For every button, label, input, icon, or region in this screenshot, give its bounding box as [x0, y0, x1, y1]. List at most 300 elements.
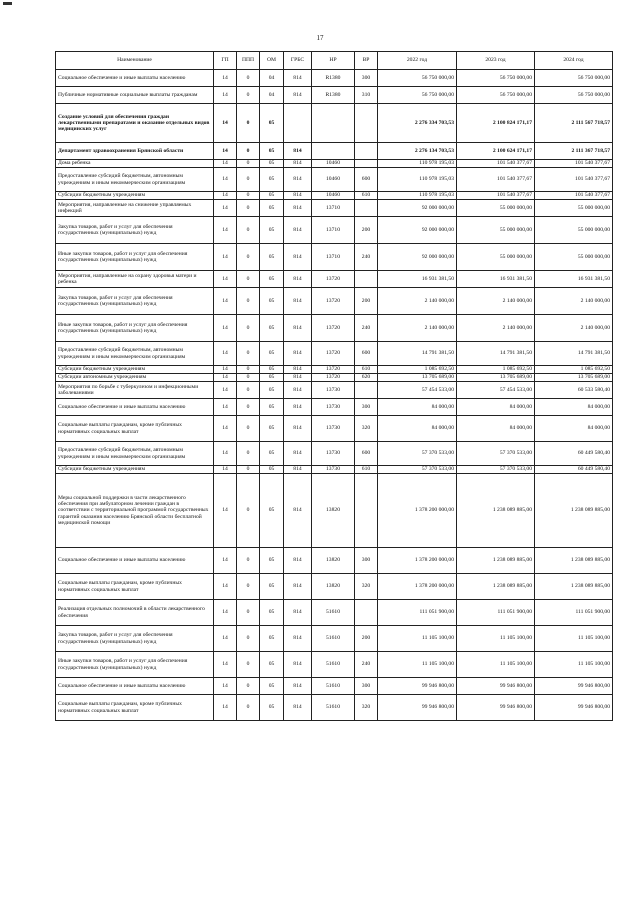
cell-2024: 60 449 580,40	[535, 466, 613, 474]
cell-grbs: 814	[284, 168, 312, 192]
cell-ppp: 0	[237, 70, 260, 87]
cell-2024: 11 105 100,00	[535, 652, 613, 678]
cell-vr: 300	[355, 678, 378, 695]
table-row	[56, 399, 613, 416]
cell-ppp: 0	[237, 548, 260, 574]
cell-nr: 13720	[312, 342, 355, 366]
cell-grbs: 814	[284, 548, 312, 574]
cell-name: Мероприятия, направленные на снижение управляемых инфекций	[56, 200, 214, 217]
cell-grbs: 814	[284, 442, 312, 466]
cell-gp: 14	[214, 315, 237, 342]
cell-2024: 13 705 689,00	[535, 374, 613, 382]
cell-2024: 56 750 000,00	[535, 70, 613, 87]
cell-ppp: 0	[237, 244, 260, 271]
header-2024: 2024 год	[535, 52, 613, 70]
cell-2023: 11 105 100,00	[457, 626, 535, 652]
cell-2022: 57 370 533,00	[378, 442, 457, 466]
cell-nr: 51610	[312, 652, 355, 678]
cell-2023: 1 238 089 885,00	[457, 548, 535, 574]
cell-2024: 2 111 567 718,57	[535, 104, 613, 143]
cell-2022: 14 791 381,50	[378, 342, 457, 366]
cell-name: Иные закупки товаров, работ и услуг для обеспечения государственных (муниципальных) нужд	[56, 244, 214, 271]
cell-nr: 13820	[312, 474, 355, 548]
cell-om: 05	[260, 192, 284, 200]
cell-gp: 14	[214, 474, 237, 548]
cell-name: Публичные нормативные социальные выплаты гражданам	[56, 87, 214, 104]
cell-gp: 14	[214, 466, 237, 474]
cell-nr	[312, 104, 355, 143]
cell-grbs: 814	[284, 399, 312, 416]
cell-gp: 14	[214, 217, 237, 244]
cell-name: Предоставление субсидий бюджетным, автономным учреждениям и иным некоммерческим организациям	[56, 342, 214, 366]
cell-ppp: 0	[237, 271, 260, 288]
cell-2022: 84 000,00	[378, 399, 457, 416]
cell-gp: 14	[214, 366, 237, 374]
cell-vr: 610	[355, 192, 378, 200]
cell-om: 05	[260, 466, 284, 474]
cell-gp: 14	[214, 399, 237, 416]
cell-nr: 13730	[312, 442, 355, 466]
scan-mark	[3, 2, 12, 5]
cell-2023: 101 540 377,67	[457, 160, 535, 168]
cell-ppp: 0	[237, 200, 260, 217]
cell-gp: 14	[214, 271, 237, 288]
cell-2022: 56 750 000,00	[378, 87, 457, 104]
cell-nr: 13720	[312, 366, 355, 374]
cell-grbs: 814	[284, 342, 312, 366]
cell-gp: 14	[214, 192, 237, 200]
cell-vr	[355, 271, 378, 288]
table-row	[56, 192, 613, 200]
cell-2023: 55 000 000,00	[457, 244, 535, 271]
cell-grbs: 814	[284, 678, 312, 695]
cell-vr: 600	[355, 168, 378, 192]
cell-2023: 13 705 689,00	[457, 374, 535, 382]
cell-2022: 56 750 000,00	[378, 70, 457, 87]
cell-om: 05	[260, 244, 284, 271]
cell-ppp: 0	[237, 288, 260, 315]
cell-ppp: 0	[237, 143, 260, 160]
cell-gp: 14	[214, 168, 237, 192]
cell-om: 05	[260, 342, 284, 366]
cell-om: 05	[260, 652, 284, 678]
cell-2023: 99 946 800,00	[457, 695, 535, 721]
cell-2022: 92 000 000,00	[378, 244, 457, 271]
cell-name: Закупка товаров, работ и услуг для обеспечения государственных (муниципальных) нужд	[56, 288, 214, 315]
cell-grbs: 814	[284, 217, 312, 244]
cell-gp: 14	[214, 626, 237, 652]
cell-gp: 14	[214, 160, 237, 168]
table-body	[56, 70, 613, 721]
cell-grbs: 814	[284, 315, 312, 342]
cell-nr: 13730	[312, 399, 355, 416]
cell-2023: 2 140 000,00	[457, 288, 535, 315]
cell-grbs: 814	[284, 382, 312, 399]
cell-2023: 1 238 089 885,00	[457, 474, 535, 548]
cell-vr	[355, 474, 378, 548]
cell-ppp: 0	[237, 192, 260, 200]
cell-vr: 320	[355, 416, 378, 442]
cell-2024: 2 140 000,00	[535, 288, 613, 315]
cell-name: Социальные выплаты гражданам, кроме публичных нормативных социальных выплат	[56, 695, 214, 721]
cell-vr: 300	[355, 399, 378, 416]
table-row	[56, 652, 613, 678]
cell-grbs: 814	[284, 366, 312, 374]
cell-gp: 14	[214, 374, 237, 382]
cell-2022: 84 000,00	[378, 416, 457, 442]
cell-ppp: 0	[237, 652, 260, 678]
table-row	[56, 87, 613, 104]
cell-grbs: 814	[284, 143, 312, 160]
cell-vr: 620	[355, 374, 378, 382]
cell-nr: 13730	[312, 382, 355, 399]
cell-nr: 13730	[312, 416, 355, 442]
cell-ppp: 0	[237, 574, 260, 600]
cell-name: Закупка товаров, работ и услуг для обеспечения государственных (муниципальных) нужд	[56, 217, 214, 244]
cell-ppp: 0	[237, 315, 260, 342]
cell-vr: 320	[355, 695, 378, 721]
page-number: 17	[316, 34, 324, 42]
cell-om: 05	[260, 695, 284, 721]
cell-2024: 101 540 377,67	[535, 192, 613, 200]
cell-om: 05	[260, 143, 284, 160]
cell-2023: 99 946 800,00	[457, 678, 535, 695]
cell-ppp: 0	[237, 366, 260, 374]
cell-2022: 57 454 533,00	[378, 382, 457, 399]
cell-ppp: 0	[237, 87, 260, 104]
cell-nr: 13710	[312, 244, 355, 271]
cell-2023: 2 100 824 171,17	[457, 104, 535, 143]
cell-2022: 99 946 800,00	[378, 678, 457, 695]
cell-2023: 56 750 000,00	[457, 87, 535, 104]
cell-om: 05	[260, 200, 284, 217]
cell-vr: 200	[355, 217, 378, 244]
cell-gp: 14	[214, 288, 237, 315]
cell-grbs: 814	[284, 416, 312, 442]
cell-grbs: 814	[284, 87, 312, 104]
table-row	[56, 416, 613, 442]
cell-2023: 56 750 000,00	[457, 70, 535, 87]
cell-vr	[355, 143, 378, 160]
cell-om: 05	[260, 168, 284, 192]
cell-vr: 600	[355, 442, 378, 466]
table-row	[56, 217, 613, 244]
cell-2022: 1 378 200 000,00	[378, 574, 457, 600]
cell-vr: 310	[355, 87, 378, 104]
cell-2022: 92 000 000,00	[378, 217, 457, 244]
cell-2024: 55 000 000,00	[535, 217, 613, 244]
cell-2023: 1 085 692,50	[457, 366, 535, 374]
cell-nr: 13820	[312, 574, 355, 600]
cell-nr: 51610	[312, 695, 355, 721]
cell-om: 05	[260, 600, 284, 626]
cell-name: Социальные выплаты гражданам, кроме публичных нормативных социальных выплат	[56, 416, 214, 442]
cell-grbs: 814	[284, 288, 312, 315]
cell-gp: 14	[214, 416, 237, 442]
cell-ppp: 0	[237, 168, 260, 192]
cell-vr: 610	[355, 366, 378, 374]
cell-gp: 14	[214, 574, 237, 600]
cell-grbs: 814	[284, 271, 312, 288]
cell-2022: 110 978 195,03	[378, 160, 457, 168]
table-row	[56, 678, 613, 695]
cell-gp: 14	[214, 342, 237, 366]
cell-ppp: 0	[237, 442, 260, 466]
cell-grbs: 814	[284, 626, 312, 652]
cell-2022: 11 105 100,00	[378, 626, 457, 652]
cell-2022: 1 085 692,50	[378, 366, 457, 374]
cell-vr: 600	[355, 342, 378, 366]
cell-name: Социальное обеспечение и иные выплаты населению	[56, 399, 214, 416]
table-row	[56, 600, 613, 626]
cell-nr: 10460	[312, 192, 355, 200]
table-header-row	[56, 52, 613, 70]
cell-gp: 14	[214, 548, 237, 574]
cell-2022: 16 931 381,50	[378, 271, 457, 288]
cell-gp: 14	[214, 442, 237, 466]
cell-name: Субсидии автономным учреждениям	[56, 374, 214, 382]
cell-vr: 300	[355, 548, 378, 574]
header-grbs: ГРБС	[284, 52, 312, 70]
cell-grbs: 814	[284, 466, 312, 474]
cell-2022: 2 140 000,00	[378, 315, 457, 342]
cell-name: Департамент здравоохранения Брянской области	[56, 143, 214, 160]
cell-om: 04	[260, 70, 284, 87]
cell-2024: 16 931 381,50	[535, 271, 613, 288]
cell-grbs: 814	[284, 652, 312, 678]
cell-ppp: 0	[237, 678, 260, 695]
header-nr: НР	[312, 52, 355, 70]
cell-2023: 16 931 381,50	[457, 271, 535, 288]
cell-2022: 111 051 900,00	[378, 600, 457, 626]
cell-2024: 14 791 381,50	[535, 342, 613, 366]
cell-2024: 55 000 000,00	[535, 244, 613, 271]
cell-gp: 14	[214, 200, 237, 217]
cell-vr: 240	[355, 652, 378, 678]
header-om: ОМ	[260, 52, 284, 70]
cell-name: Субсидии бюджетным учреждениям	[56, 466, 214, 474]
table-row	[56, 342, 613, 366]
budget-table	[55, 51, 613, 721]
cell-2023: 55 000 000,00	[457, 200, 535, 217]
cell-2024: 11 105 100,00	[535, 626, 613, 652]
cell-grbs: 814	[284, 160, 312, 168]
table-row	[56, 104, 613, 143]
cell-ppp: 0	[237, 374, 260, 382]
cell-2022: 11 105 100,00	[378, 652, 457, 678]
cell-om: 05	[260, 442, 284, 466]
cell-2023: 14 791 381,50	[457, 342, 535, 366]
cell-2024: 84 000,00	[535, 399, 613, 416]
header-2022: 2022 год	[378, 52, 457, 70]
cell-gp: 14	[214, 678, 237, 695]
cell-ppp: 0	[237, 626, 260, 652]
cell-om: 05	[260, 548, 284, 574]
header-gp: ГП	[214, 52, 237, 70]
header-name: Наименование	[56, 52, 214, 70]
cell-2023: 11 105 100,00	[457, 652, 535, 678]
table-row	[56, 374, 613, 382]
cell-nr: R1380	[312, 87, 355, 104]
cell-ppp: 0	[237, 695, 260, 721]
cell-2023: 111 051 900,00	[457, 600, 535, 626]
cell-nr: 51610	[312, 600, 355, 626]
cell-2023: 57 370 533,00	[457, 466, 535, 474]
cell-name: Создание условий для обеспечения граждан лекарственными препаратами и оказание отдельных видов медицинских услуг	[56, 104, 214, 143]
cell-gp: 14	[214, 104, 237, 143]
cell-vr: 240	[355, 244, 378, 271]
cell-2024: 1 238 089 885,00	[535, 574, 613, 600]
cell-name: Субсидии бюджетным учреждениям	[56, 366, 214, 374]
cell-ppp: 0	[237, 474, 260, 548]
cell-2024: 99 946 800,00	[535, 678, 613, 695]
cell-grbs: 814	[284, 574, 312, 600]
cell-nr: 13820	[312, 548, 355, 574]
cell-om: 05	[260, 474, 284, 548]
cell-ppp: 0	[237, 399, 260, 416]
table-row	[56, 574, 613, 600]
cell-2024: 1 238 089 885,00	[535, 474, 613, 548]
cell-ppp: 0	[237, 160, 260, 168]
table-row	[56, 200, 613, 217]
cell-2024: 2 140 000,00	[535, 315, 613, 342]
cell-nr	[312, 143, 355, 160]
cell-om: 05	[260, 374, 284, 382]
cell-ppp: 0	[237, 466, 260, 474]
cell-nr: 13710	[312, 217, 355, 244]
cell-grbs: 814	[284, 474, 312, 548]
table-row	[56, 466, 613, 474]
table-row	[56, 271, 613, 288]
cell-ppp: 0	[237, 416, 260, 442]
cell-vr	[355, 104, 378, 143]
cell-vr	[355, 160, 378, 168]
cell-vr: 610	[355, 466, 378, 474]
cell-2022: 57 370 533,00	[378, 466, 457, 474]
cell-name: Социальное обеспечение и иные выплаты населению	[56, 678, 214, 695]
cell-2022: 2 276 134 703,53	[378, 143, 457, 160]
cell-ppp: 0	[237, 600, 260, 626]
cell-grbs: 814	[284, 70, 312, 87]
cell-gp: 14	[214, 143, 237, 160]
cell-nr: 13720	[312, 271, 355, 288]
table-row	[56, 315, 613, 342]
header-2023: 2023 год	[457, 52, 535, 70]
table-row	[56, 474, 613, 548]
cell-2024: 2 111 367 718,57	[535, 143, 613, 160]
cell-vr: 200	[355, 626, 378, 652]
cell-2024: 1 085 692,50	[535, 366, 613, 374]
cell-name: Субсидии бюджетным учреждениям	[56, 192, 214, 200]
cell-nr: 51610	[312, 626, 355, 652]
table-row	[56, 244, 613, 271]
cell-grbs	[284, 104, 312, 143]
cell-gp: 14	[214, 382, 237, 399]
cell-name: Мероприятия, направленные на охрану здоровья матери и ребенка	[56, 271, 214, 288]
cell-2022: 110 978 195,03	[378, 168, 457, 192]
table-row	[56, 548, 613, 574]
cell-gp: 14	[214, 70, 237, 87]
cell-vr	[355, 200, 378, 217]
cell-ppp: 0	[237, 342, 260, 366]
cell-nr: 13720	[312, 315, 355, 342]
cell-grbs: 814	[284, 192, 312, 200]
cell-om: 05	[260, 574, 284, 600]
cell-nr: 13730	[312, 466, 355, 474]
cell-grbs: 814	[284, 244, 312, 271]
cell-2022: 2 276 334 703,53	[378, 104, 457, 143]
cell-gp: 14	[214, 652, 237, 678]
cell-2022: 99 946 800,00	[378, 695, 457, 721]
table-row	[56, 70, 613, 87]
cell-nr: R1380	[312, 70, 355, 87]
cell-2024: 84 000,00	[535, 416, 613, 442]
cell-ppp: 0	[237, 217, 260, 244]
cell-name: Закупка товаров, работ и услуг для обеспечения государственных (муниципальных) нужд	[56, 626, 214, 652]
cell-2024: 99 946 800,00	[535, 695, 613, 721]
cell-nr: 13720	[312, 288, 355, 315]
cell-2022: 13 705 689,00	[378, 374, 457, 382]
cell-om: 05	[260, 678, 284, 695]
table-row	[56, 382, 613, 399]
cell-grbs: 814	[284, 374, 312, 382]
cell-nr: 10460	[312, 168, 355, 192]
cell-om: 05	[260, 288, 284, 315]
cell-om: 05	[260, 366, 284, 374]
cell-om: 05	[260, 416, 284, 442]
cell-2023: 55 000 000,00	[457, 217, 535, 244]
cell-2023: 2 140 000,00	[457, 315, 535, 342]
cell-vr: 200	[355, 288, 378, 315]
cell-gp: 14	[214, 87, 237, 104]
cell-om: 05	[260, 399, 284, 416]
cell-om: 05	[260, 315, 284, 342]
cell-name: Иные закупки товаров, работ и услуг для обеспечения государственных (муниципальных) нужд	[56, 315, 214, 342]
cell-2023: 101 540 377,67	[457, 192, 535, 200]
cell-vr	[355, 600, 378, 626]
cell-vr: 240	[355, 315, 378, 342]
cell-om: 04	[260, 87, 284, 104]
table-row	[56, 143, 613, 160]
cell-nr: 10460	[312, 160, 355, 168]
cell-ppp: 0	[237, 104, 260, 143]
cell-gp: 14	[214, 695, 237, 721]
cell-om: 05	[260, 626, 284, 652]
cell-2023: 84 000,00	[457, 416, 535, 442]
cell-vr: 300	[355, 70, 378, 87]
cell-name: Дома ребенка	[56, 160, 214, 168]
cell-grbs: 814	[284, 200, 312, 217]
cell-om: 05	[260, 104, 284, 143]
cell-name: Предоставление субсидий бюджетным, автономным учреждениям и иным некоммерческим организациям	[56, 442, 214, 466]
table-row	[56, 288, 613, 315]
cell-2022: 110 978 195,03	[378, 192, 457, 200]
cell-name: Мероприятия по борьбе с туберкулезом и инфекционными заболеваниями	[56, 382, 214, 399]
cell-2024: 101 540 377,67	[535, 160, 613, 168]
cell-2024: 111 051 900,00	[535, 600, 613, 626]
cell-om: 05	[260, 271, 284, 288]
cell-name: Социальные выплаты гражданам, кроме публичных нормативных социальных выплат	[56, 574, 214, 600]
cell-2022: 1 378 200 000,00	[378, 548, 457, 574]
cell-om: 05	[260, 160, 284, 168]
cell-2024: 60 533 580,40	[535, 382, 613, 399]
cell-gp: 14	[214, 600, 237, 626]
header-vr: ВР	[355, 52, 378, 70]
cell-gp: 14	[214, 244, 237, 271]
cell-name: Социальное обеспечение и иные выплаты населению	[56, 70, 214, 87]
cell-2023: 1 238 089 885,00	[457, 574, 535, 600]
cell-2024: 1 238 089 885,00	[535, 548, 613, 574]
